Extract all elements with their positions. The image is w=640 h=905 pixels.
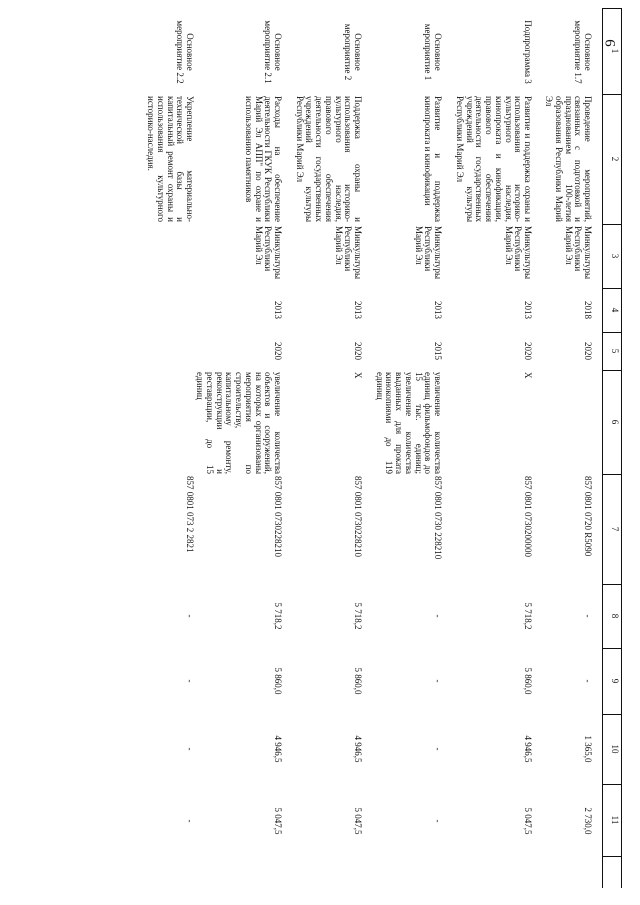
amount-col11: 5 047,5 <box>273 807 283 835</box>
column-header: 8 <box>610 613 620 619</box>
amount-col11: 5 047,5 <box>523 807 533 835</box>
expected-result: X <box>353 372 363 379</box>
amount-col9: - <box>185 679 195 683</box>
budget-code: 857 0801 073 2 2821 <box>185 476 195 553</box>
amount-col9: - <box>433 679 443 683</box>
column-header: 3 <box>610 253 620 259</box>
start-year: 2013 <box>353 301 363 319</box>
amount-col10: - <box>433 747 443 751</box>
amount-col11: 5 047,5 <box>353 807 363 835</box>
activity-code: Основное мероприятие 2 <box>343 23 363 81</box>
executor: Минкультуры Республики Марий Эл <box>563 226 593 280</box>
executor: Минкультуры Республики Марий Эл <box>333 226 363 280</box>
rotated-page <box>120 0 640 900</box>
column-header: 10 <box>610 744 620 754</box>
end-year: 2020 <box>353 342 363 360</box>
amount-col8: - <box>433 614 443 618</box>
activity-code: Основное мероприятие 1 <box>423 23 443 81</box>
amount-col11: 2 730,0 <box>583 807 593 835</box>
amount-col11: - <box>433 819 443 823</box>
activity-code: Основное мероприятие 1.7 <box>573 20 593 84</box>
column-header: 2 <box>610 156 620 162</box>
amount-col9: 5 860,0 <box>273 667 283 695</box>
column-header: 4 <box>610 307 620 313</box>
activity-code: Подпрограмма 3 <box>523 20 533 84</box>
end-year: 2015 <box>433 342 443 360</box>
expected-result: увеличение количества объектов и сооружений, на которых организованы мероприятия по строительству, капитальному ремонту, реконструкции и реставрации, до 15 единиц <box>195 372 283 474</box>
amount-col10: 4 946,5 <box>523 735 533 763</box>
start-year: 2018 <box>583 301 593 319</box>
budget-code: 857 0801 0730228210 <box>273 476 283 557</box>
column-header: 6 <box>610 419 620 425</box>
program-table <box>122 8 622 888</box>
amount-col11: - <box>185 819 195 823</box>
amount-col8: 5 718,2 <box>273 602 283 630</box>
amount-col10: - <box>185 747 195 751</box>
budget-code: 857 0801 0720 R5090 <box>583 476 593 557</box>
column-divider <box>603 856 622 857</box>
amount-col8: 5 718,2 <box>353 602 363 630</box>
activity-title: Укрепление материально-технической базы и капитальный ремонт охраны и использования культурного историко-наследия. <box>146 96 195 222</box>
amount-col8: 5 718,2 <box>523 602 533 630</box>
amount-col9: 5 860,0 <box>353 667 363 695</box>
budget-code: 857 0801 0730200000 <box>523 476 533 557</box>
budget-code: 857 0801 0730 228210 <box>433 476 443 560</box>
page-number: 9 <box>603 39 619 47</box>
column-header: 9 <box>610 678 620 684</box>
budget-code: 857 0801 0730228210 <box>353 476 363 557</box>
amount-col8: - <box>185 614 195 618</box>
activity-title: Развитие и поддержка кинопроката и кинофикации <box>423 96 443 222</box>
table-top-border <box>621 8 622 888</box>
end-year: 2020 <box>273 342 283 360</box>
activity-title: Проведение мероприятий, связанных с подготовкой и празднованием 100-летия образования Республики Марий Эл <box>544 96 593 222</box>
activity-title: Поддержка охраны и использования историко-культурного наследия, правового обеспечения деятельности государственных учреждений культуры Республики Марий Эл <box>294 96 363 222</box>
amount-col9: 5 860,0 <box>523 667 533 695</box>
amount-col8: - <box>583 614 593 618</box>
column-header: 7 <box>610 526 620 532</box>
end-year: 2020 <box>523 342 533 360</box>
start-year: 2013 <box>273 301 283 319</box>
amount-col9: - <box>583 679 593 683</box>
executor: Минкультуры Республики Марий Эл <box>413 226 443 280</box>
end-year: 2020 <box>583 342 593 360</box>
activity-title: Развитие и поддержка охраны и использования историко-культурного наследия, кинопроката и кинофикации, правового обеспечения деятельности государственных учреждений культуры Республики Марий Эл <box>454 96 533 222</box>
header-bottom-border <box>602 8 603 888</box>
executor: Минкультуры Республики Марий Эл <box>503 226 533 280</box>
expected-result: увеличение количества единиц фильмофондов до 15 тыс. единиц; увеличение количества выданных для проката кинокопиями до 119 единиц <box>374 372 443 474</box>
executor: Минкультуры Республики Марий Эл <box>253 226 283 280</box>
start-year: 2013 <box>433 301 443 319</box>
amount-col10: 4 946,5 <box>353 735 363 763</box>
column-header: 11 <box>610 815 620 825</box>
expected-result: X <box>523 372 533 379</box>
column-header: 5 <box>610 348 620 354</box>
amount-col10: 4 946,5 <box>273 735 283 763</box>
start-year: 2013 <box>523 301 533 319</box>
amount-col10: 1 365,0 <box>583 735 593 763</box>
activity-code: Основное мероприятие 2.2 <box>175 20 195 84</box>
column-header: 1 <box>610 48 620 54</box>
activity-title: Расходы на обеспечение деятельности ГКУК Республики Марий Эл АПП" по охране и использованию памятников <box>243 96 283 222</box>
activity-code: Основное мероприятие 2.1 <box>263 20 283 84</box>
